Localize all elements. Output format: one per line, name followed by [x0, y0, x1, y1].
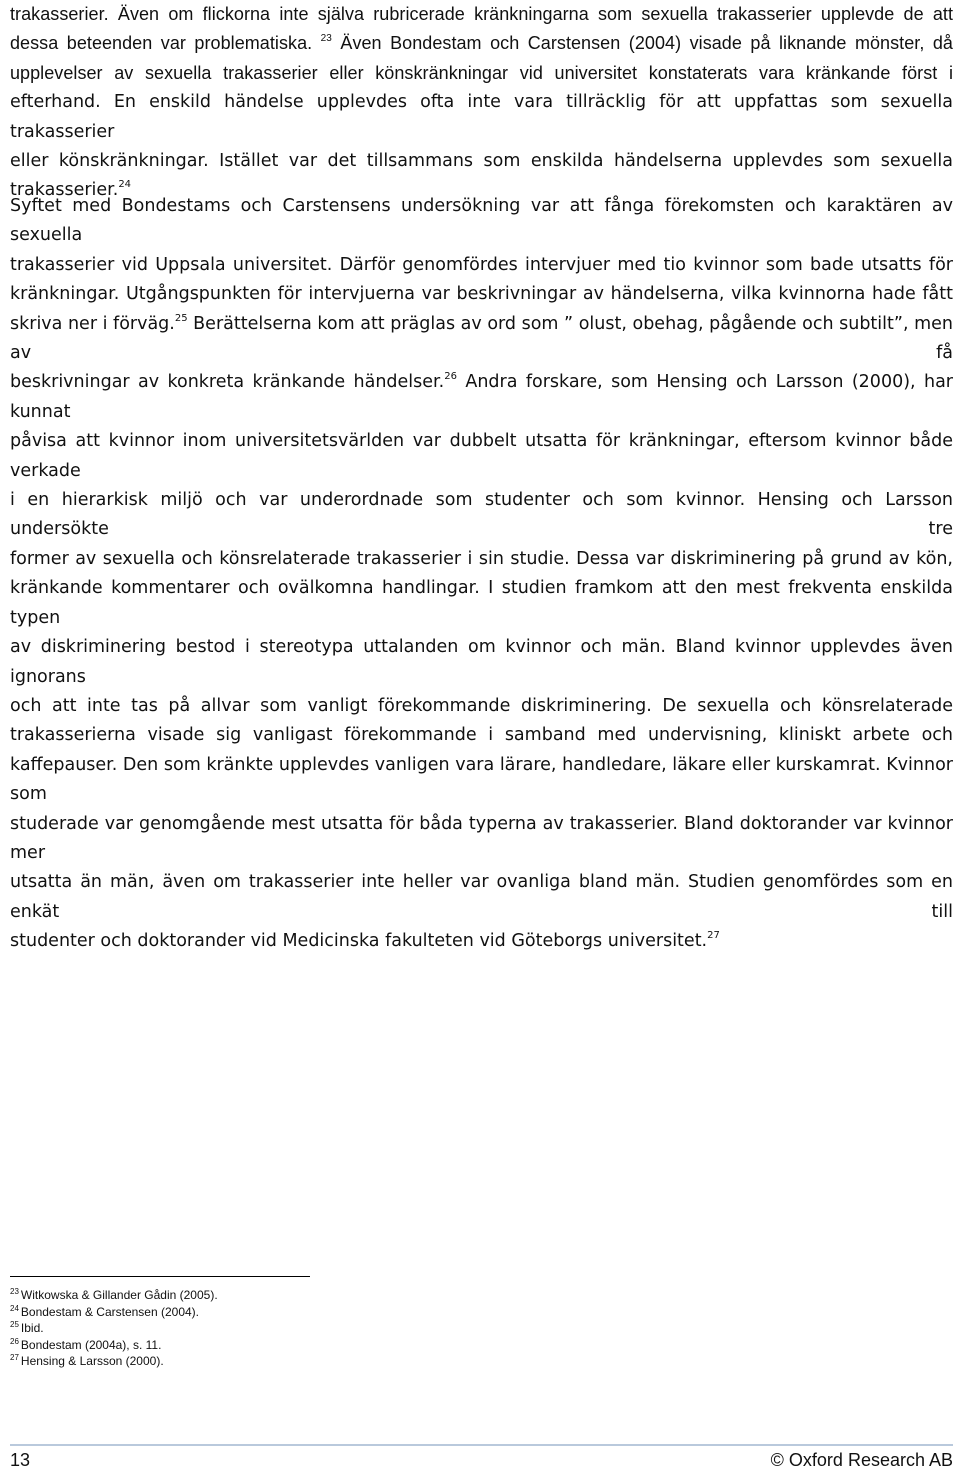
paragraph-line	[10, 310, 953, 369]
footnote-27	[10, 1353, 610, 1370]
footnote-ref-26: 26	[444, 371, 457, 383]
line-text: studenter och doktorander vid Medicinska fakulteten vid Göteborgs universitet.	[10, 931, 708, 952]
footer-divider	[10, 1444, 953, 1446]
paragraph-line: trakasserier. Även om flickorna inte själva rubricerade kränkningarna som sexuella trakasserier upplevde de att	[10, 4, 953, 24]
paragraph-line: trakasserierna visade sig vanligast förekommande i samband med undervisning, kliniskt arbete och	[10, 725, 953, 746]
footnote-text: Bondestam (2004a), s. 11.	[20, 1337, 162, 1352]
paragraph-line: av diskriminering bestod i stereotypa uttalanden om kvinnor och män. Bland kvinnor upplevdes även ignorans	[10, 637, 953, 687]
line-text: skriva ner i förväg.	[10, 313, 175, 334]
paragraph-line: utsatta än män, även om trakasserier inte heller var ovanliga bland män. Studien genomfördes som en enkät till	[10, 872, 953, 922]
line-text: dessa beteenden var problematiska.	[10, 33, 313, 54]
footnote-ref-27: 27	[707, 930, 720, 942]
footnote-text: Bondestam & Carstensen (2004).	[20, 1304, 200, 1319]
paragraph-line: kaffepauser. Den som kränkte upplevdes vanligen vara lärare, handledare, läkare eller kurskamrat. Kvinnor som	[10, 754, 953, 805]
line-text: Även Bondestam och Carstensen (2004) visade på liknande mönster, då	[331, 33, 953, 54]
paragraph-line: eller könskränkningar. Istället var det tillsammans som enskilda händelserna upplevdes som sexuella	[10, 151, 953, 172]
footnote-number: 25	[10, 1320, 19, 1330]
footnote-text: Witkowska & Gillander Gådin (2005).	[20, 1288, 218, 1302]
line-text: Andra forskare, som Hensing och Larsson (2000), har kunnat	[10, 372, 954, 422]
paragraph-line	[10, 927, 953, 956]
line-text: beskrivningar av konkreta kränkande händelser.	[10, 372, 445, 393]
paragraph-line: kränkande kommentarer och ovälkomna handlingar. I studien framkom att den mest frekventa enskilda typen	[10, 578, 953, 628]
paragraph-1	[10, 0, 953, 206]
footnote-number: 26	[10, 1336, 19, 1346]
paragraph-line: former av sexuella och könsrelaterade trakasserier i sin studie. Dessa var diskriminering på grund av kön,	[10, 548, 953, 569]
footnote-number: 23	[10, 1287, 19, 1296]
footnote-number: 27	[10, 1353, 19, 1363]
footnote-separator	[10, 1276, 310, 1277]
paragraph-2	[10, 192, 953, 957]
footnote-24	[10, 1304, 610, 1321]
footnote-25	[10, 1320, 610, 1337]
paragraph-line: kränkningar. Utgångspunkten för intervjuerna var beskrivningar av händelserna, vilka kvinnorna hade fått	[10, 284, 953, 305]
paragraph-line: studerade var genomgående mest utsatta för båda typerna av trakasserier. Bland doktorander var kvinnor mer	[10, 813, 953, 863]
footnotes	[10, 1287, 610, 1370]
footnote-number: 24	[10, 1303, 19, 1313]
paragraph-line: efterhand. En enskild händelse upplevdes ofta inte vara tillräcklig för att uppfattas som sexuella trakasserier	[10, 92, 953, 142]
footnote-ref-23: 23	[320, 33, 332, 45]
line-text: trakasserier.	[10, 180, 119, 201]
paragraph-line: påvisa att kvinnor inom universitetsvärlden var dubbelt utsatta för kränkningar, eftersom kvinnor både verkade	[10, 431, 953, 481]
footnote-ref-25: 25	[174, 312, 188, 324]
paragraph-line: trakasserier vid Uppsala universitet. Därför genomfördes intervjuer med tio kvinnor som bade utsatts för	[10, 254, 953, 275]
footnote-23	[10, 1287, 610, 1304]
footnote-26	[10, 1337, 610, 1354]
paragraph-line: i en hierarkisk miljö och var underordnade som studenter och som kvinnor. Hensing och Larsson undersökte tre	[10, 490, 953, 540]
paragraph-line: upplevelser av sexuella trakasserier eller könskränkningar vid universitet konstaterats vara kränkande först i	[10, 62, 953, 83]
line-text: Berättelserna kom att präglas av ord som ” olust, obehag, pågående och subtilt”, men av få	[10, 313, 953, 364]
paragraph-line: Syftet med Bondestams och Carstensens undersökning var att fånga förekomsten och karaktären av sexuella	[10, 196, 953, 246]
paragraph-line	[10, 368, 953, 427]
copyright-notice: © Oxford Research AB	[770, 1450, 953, 1470]
footnote-text: Hensing & Larsson (2000).	[20, 1354, 164, 1369]
paragraph-line	[10, 29, 953, 58]
paragraph-line: och att inte tas på allvar som vanligt förekommande diskriminering. De sexuella och könsrelaterade	[10, 695, 953, 716]
footnote-text: Ibid.	[20, 1321, 44, 1336]
page-number: 13	[10, 1450, 31, 1470]
footnote-ref-24: 24	[118, 179, 132, 191]
